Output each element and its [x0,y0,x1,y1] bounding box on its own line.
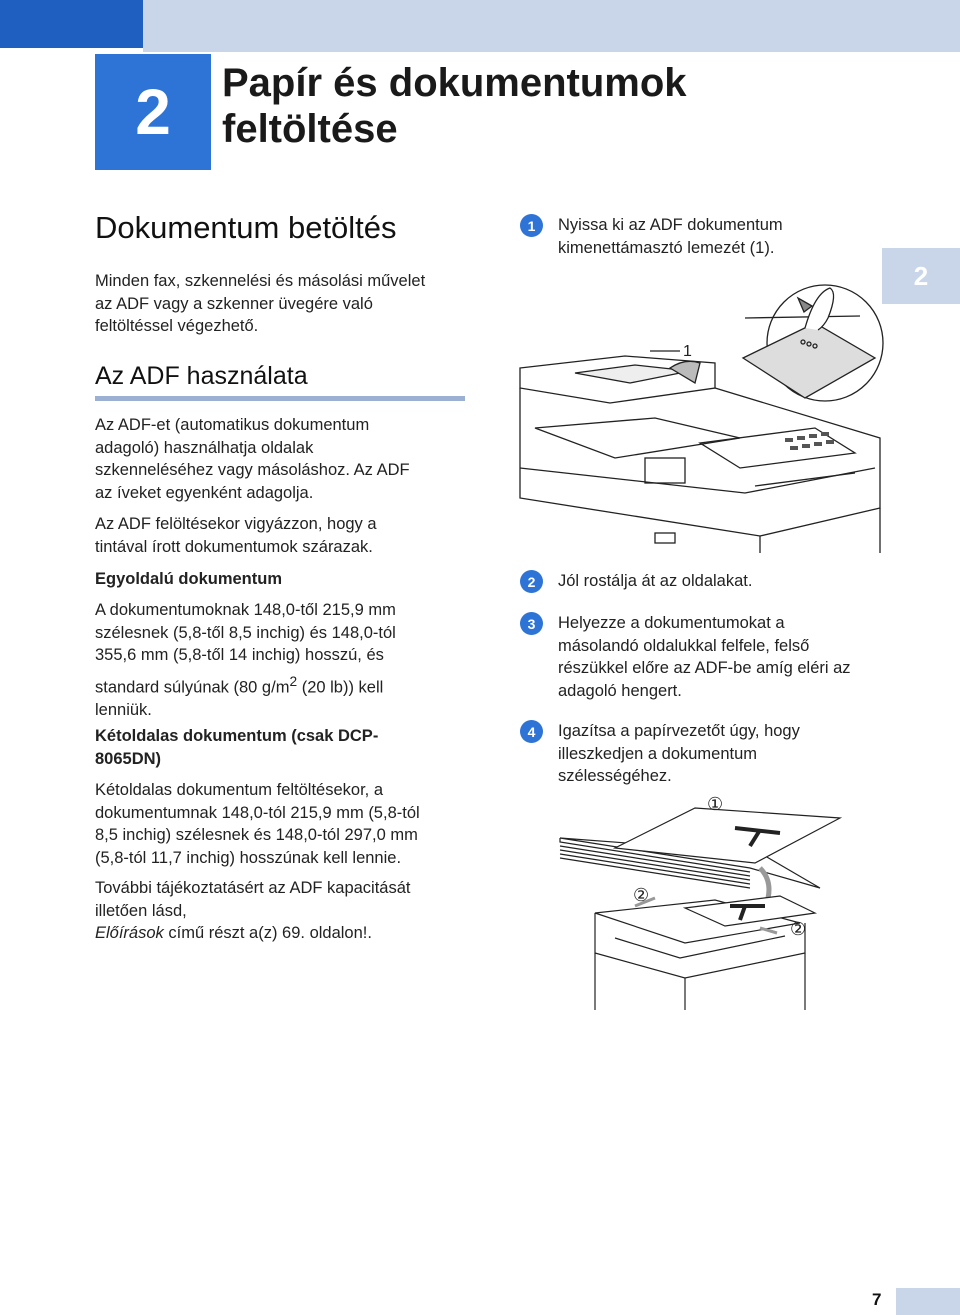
para-line [95,671,475,699]
step-line: illeszkedjen a dokumentum [558,744,758,763]
duplex-text [95,779,475,869]
single-sided-heading: Egyoldalú dokumentum [95,570,283,588]
figure2-callout-top: ① [707,794,724,814]
para-line [95,922,475,945]
duplex-heading-line1: Kétoldalas dokumentum (csak DCP- [95,727,379,745]
para-line: 8,5 inchig) szélesnek és 148,0-tól 297,0 mm [95,826,418,844]
step-3-text [558,612,918,702]
para-line: Kétoldalas dokumentum feltöltésekor, a [95,781,384,799]
chapter-number: 2 [95,54,211,170]
para-line: szélesnek (5,8-től 8,5 inchig) és 148,0-tól [95,623,396,642]
para-line: adagoló) használhatja oldalak [95,438,314,457]
adf-output-support-illustration [515,268,890,553]
intro-line: az ADF vagy a szkenner üvegére való [95,294,373,313]
weight-prefix: standard súlyúnak (80 g/m [95,678,290,696]
step-2-text [558,570,918,593]
step-line: Helyezze a dokumentumokat a [558,614,785,632]
para-line: az íveket egyenként adagolja. [95,483,314,502]
document-loading-illustration [555,788,875,1010]
para-line: szkenneléséhez vagy másoláshoz. Az ADF [95,461,410,479]
para-line: Az ADF-et (automatikus dokumentum [95,416,370,434]
single-sided-text [95,599,475,721]
step-1-badge: 1 [520,214,543,237]
step-4-text [558,720,918,788]
more-info [95,877,475,945]
step-line: Nyissa ki az ADF dokumentum [558,216,783,234]
step-line: adagoló hengert. [558,681,682,700]
step-line: másolandó oldalukkal felfele, felső [558,636,810,655]
para-line: tintával írott dokumentumok szárazak. [95,537,373,556]
section-title: Dokumentum betöltés [95,210,397,245]
para-line: (5,8-tól 11,7 inchig) hosszúnak kell lennie. [95,848,402,867]
header-band-dark [0,0,143,48]
duplex-heading [95,725,475,770]
figure2-callout-left: ② [633,885,650,905]
figure2-callout-right: ② [790,919,807,939]
step-4-badge: 4 [520,720,543,743]
weight-suffix: (20 lb)) kell [297,678,384,696]
duplex-heading-line2: 8065DN) [95,749,162,768]
weight-sup: 2 [289,673,298,689]
chapter-title [222,60,782,152]
step-line: szélességéhez. [558,767,672,785]
step-line: kimenettámasztó lemezét (1). [558,238,775,257]
page-number: 7 [872,1290,882,1309]
figure1-callout: 1 [683,343,692,360]
side-chapter-tab: 2 [882,248,960,304]
step-line: részükkel előre az ADF-be amíg eléri az [558,659,851,677]
step-line: Jól rostálja át az oldalakat. [558,572,753,590]
step-line: Igazítsa a papírvezetőt úgy, hogy [558,722,800,740]
section-intro [95,270,475,338]
para-line: A dokumentumoknak 148,0-től 215,9 mm [95,601,396,619]
specs-link[interactable]: Előírások [95,924,164,942]
para-line: Az ADF felöltésekor vigyázzon, hogy a [95,515,377,533]
more-suffix: című részt a(z) 69. oldalon!. [163,924,372,942]
chapter-title-line2: feltöltése [222,107,398,151]
step-3-badge: 3 [520,612,543,635]
step-2-badge: 2 [520,570,543,593]
adf-paragraph-1 [95,414,475,504]
subsection-rule [95,396,465,401]
step-1-text [558,214,918,259]
intro-line: Minden fax, szkennelési és másolási művelet [95,272,426,290]
para-line: lenniük. [95,700,152,719]
para-line: 355,6 mm (5,8-től 14 inchig) hosszú, és [95,646,384,664]
intro-line: feltöltéssel végezhető. [95,317,259,335]
header-band-light [143,0,960,52]
page-number-tab [896,1288,960,1315]
para-line: illetően lásd, [95,901,187,920]
chapter-title-line1: Papír és dokumentumok [222,61,687,105]
para-line: dokumentumnak 148,0-tól 215,9 mm (5,8-tól [95,803,420,822]
adf-paragraph-2 [95,513,475,558]
para-line: További tájékoztatásért az ADF kapacitását [95,879,411,897]
subsection-title: Az ADF használata [95,362,308,390]
